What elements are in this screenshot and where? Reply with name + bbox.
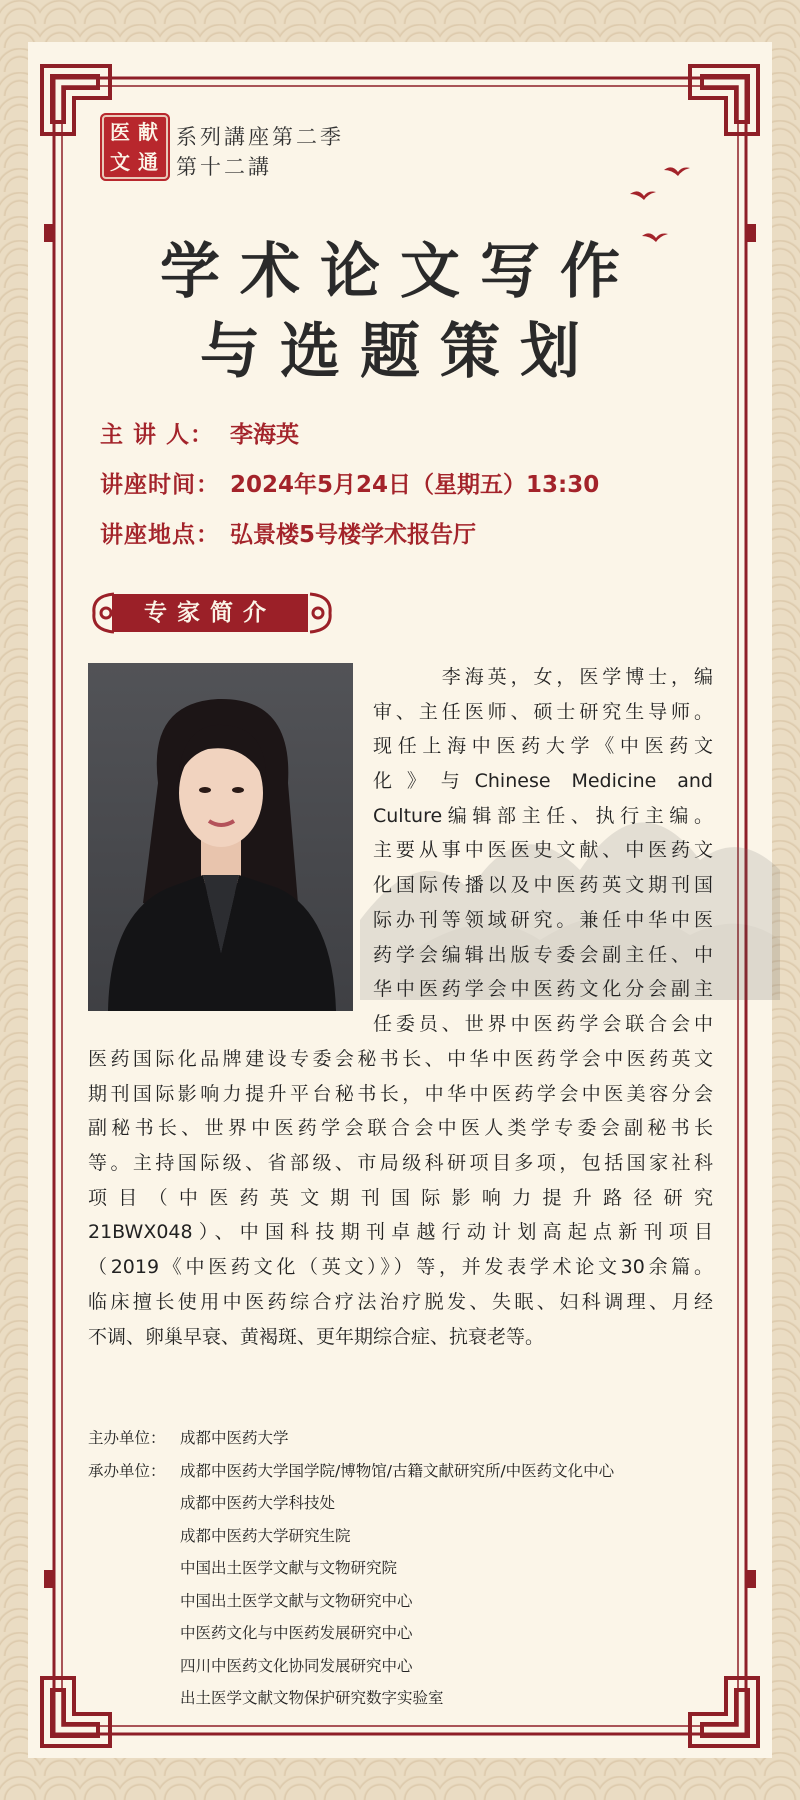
bio-line: 任委员、世界中医药学会联合会中 xyxy=(373,1012,713,1035)
place-label: 讲座地点： xyxy=(100,522,220,548)
organizer-label: 承办单位： xyxy=(88,1461,166,1480)
expert-intro-heading xyxy=(88,588,338,638)
ornament-right-icon xyxy=(306,588,336,638)
bio-line: 药学会编辑出版专委会副主任、中 xyxy=(373,943,713,966)
bio-narrow-block xyxy=(373,660,713,1042)
organizer-item: 中国出土医学文献与文物研究院 xyxy=(180,1559,398,1577)
organizer-item: 四川中医药文化协同发展研究中心 xyxy=(180,1656,413,1675)
lecture-time: 2024年5月24日（星期五）13:30 xyxy=(230,472,600,498)
organizer-item: 中国出土医学文献与文物研究中心 xyxy=(180,1591,413,1610)
lecture-title-line1: 学术论文写作 xyxy=(160,237,640,307)
lecture-number: 第十二講 xyxy=(176,155,272,179)
organizer-row xyxy=(88,1455,614,1488)
bio-wide-block xyxy=(88,1042,713,1354)
organizers-block xyxy=(88,1422,614,1715)
bio-line: 现任上海中医药大学《中医药文 xyxy=(373,735,713,758)
organizer-item: 中医药文化与中医药发展研究中心 xyxy=(180,1624,413,1642)
bio-line: 副秘书长、世界中医药学会联合会中医人类学专委会副秘书长 xyxy=(88,1117,713,1140)
lecture-place: 弘景楼5号楼学术报告厅 xyxy=(230,522,477,548)
bio-line: 主要从事中医医史文献、中医药文 xyxy=(373,839,713,862)
place-row xyxy=(100,516,476,549)
speaker-label: 主 讲 人： xyxy=(100,422,215,448)
speaker-row xyxy=(100,416,299,449)
organizer-item: 成都中医药大学科技处 xyxy=(180,1494,336,1512)
host-label: 主办单位： xyxy=(88,1429,166,1447)
bio-line: 李海英，女，医学博士，编 xyxy=(373,666,713,688)
bio-line: 临床擅长使用中医药综合疗法治疗脱发、失眠、妇科调理、月经 xyxy=(88,1290,713,1313)
bio-line: 化》与Chinese Medicine and xyxy=(373,770,713,793)
bio-line: 医药国际化品牌建设专委会秘书长、中华中医药学会中医药英文 xyxy=(88,1048,713,1070)
bio-line: Culture编辑部主任、执行主编。 xyxy=(373,804,713,827)
bio-line: 期刊国际影响力提升平台秘书长，中华中医药学会中医美容分会 xyxy=(88,1082,713,1105)
bio-line: 际办刊等领域研究。兼任中华中医 xyxy=(373,908,713,931)
speaker-name: 李海英 xyxy=(230,422,299,448)
host-row xyxy=(88,1422,614,1455)
bio-line: 等。主持国际级、省部级、市局级科研项目多项，包括国家社科 xyxy=(88,1152,713,1175)
expert-intro-label: 专家简介 xyxy=(112,594,308,632)
bio-line: （2019《中医药文化（英文）》）等，并发表学术论文30余篇。 xyxy=(88,1256,713,1279)
bio-line: 化国际传播以及中医药英文期刊国 xyxy=(373,874,713,897)
seal-logo: 医 献 文 通 xyxy=(100,113,170,181)
organizer-item: 成都中医药大学研究生院 xyxy=(180,1526,351,1545)
series-name: 系列講座第二季 xyxy=(176,125,344,149)
host-value: 成都中医药大学 xyxy=(180,1429,289,1447)
organizer-item: 出土医学文献文物保护研究数字实验室 xyxy=(180,1689,444,1707)
bio-line: 21BWX048）、中国科技期刊卓越行动计划高起点新刊项目 xyxy=(88,1221,713,1244)
bio-line: 华中医药学会中医药文化分会副主 xyxy=(373,978,713,1001)
speaker-photo xyxy=(88,663,353,1011)
lecture-title-line2: 与选题策划 xyxy=(200,317,600,387)
time-label: 讲座时间： xyxy=(100,472,220,498)
bio-line: 审、主任医师、硕士研究生导师。 xyxy=(373,700,713,723)
organizer-item: 成都中医药大学国学院/博物馆/古籍文献研究所/中医药文化中心 xyxy=(180,1461,615,1480)
time-row xyxy=(100,466,599,499)
bio-line: 不调、卵巢早衰、黄褐斑、更年期综合症、抗衰老等。 xyxy=(88,1325,545,1348)
bio-line: 项目（中医药英文期刊国际影响力提升路径研究 xyxy=(88,1186,713,1209)
